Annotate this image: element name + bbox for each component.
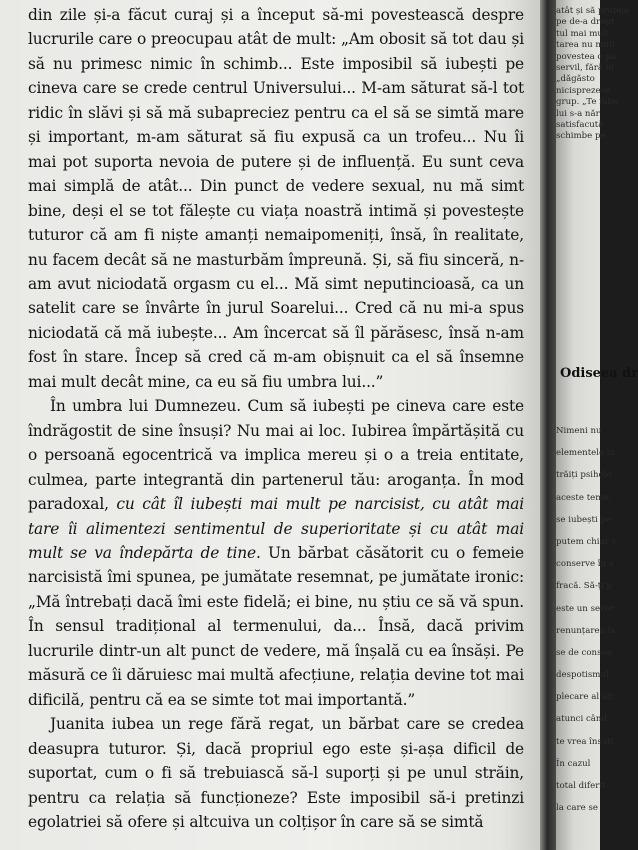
facing-page-line: renunțarea la bbox=[556, 625, 616, 636]
facing-page-line: plecare al alt bbox=[556, 692, 614, 703]
facing-page-line: satisfacută bbox=[556, 119, 604, 130]
facing-page-line: te vrea însuți bbox=[556, 736, 614, 747]
facing-page-line: se iubești pe bbox=[556, 514, 612, 525]
facing-page-line: pe de-a drept bbox=[556, 17, 615, 28]
facing-page-line: schimbe pe bbox=[556, 131, 606, 142]
facing-page-text-top bbox=[556, 6, 630, 143]
paragraph-1 bbox=[28, 3, 524, 394]
book-gutter bbox=[540, 0, 556, 850]
paragraph-text: din zile și-a făcut curaj și a început să-mi povestească despre lucrurile care o preocupau atât de mult: „Am obosit să tot dau și să nu primesc nimic în schimb... Este imposibil să iubești pe cineva care se crede centrul Universului... M-am săturat să-l tot ridic în slăvi și să mă subapreciez pentru ca el să se simtă mare și important, m-am săturat să fiu expusă ca un trofeu... Nu îi mai pot suporta nevoia de putere și de influență. Eu sunt ceva mai simplă de atât... Din punct de vedere sexual, nu mă simt bine, deși el se tot fălește cu viața noastră intimă și povestește tuturor că am fi niște amanți nemaipomeniți, însă, în realitate, nu facem decât să ne masturbăm împreună. Și, să fiu sinceră, n-am avut niciodată orgasm cu el... Mă simt neputincioasă, ca un satelit care se învârte în jurul Soarelui... Cred că nu mi-a spus niciodată că mă iubește... Am încercat să îl părăsesc, însă n-am fost în stare. Încep să cred că m-am obișnuit ca el să însemne mai mult decât mine, ca eu să fiu umbra lui...” bbox=[28, 6, 524, 391]
facing-page-line: trăiți psiholo bbox=[556, 470, 612, 481]
paragraph-text: În umbra lui Dumnezeu. Cum să iubești pe cineva care este îndrăgostit de sine însuși? Nu mai ai loc. Iubirea împărtășită cu o persoană egocentrică va implica mereu și o a treia entitate, culmea, parte integrantă din partenerul tău: aroganța. În mod paradoxal, bbox=[28, 397, 524, 514]
facing-page-line: În cazul bbox=[556, 758, 591, 769]
facing-page-heading: Odiseea dr bbox=[560, 366, 638, 381]
facing-page-line: despotismul bbox=[556, 670, 609, 681]
italic-text: cu cât îl iubești mai mult pe narcisist, cu atât mai tare îi alimentezi sentimentul de superioritate și cu atât mai mult se va îndepărta de tine. bbox=[28, 495, 524, 562]
facing-page-line: nicisprezece bbox=[556, 85, 611, 96]
facing-page-line: atât și să proteje bbox=[556, 6, 630, 16]
facing-page-line: total diferit bbox=[556, 781, 606, 791]
facing-page-line: este un sever bbox=[556, 603, 615, 614]
facing-page-line: conserve în s bbox=[556, 559, 614, 570]
facing-page-line: se de consen bbox=[556, 647, 613, 658]
facing-page-line: atunci când bbox=[556, 714, 607, 725]
body-text bbox=[28, 3, 524, 834]
facing-page-line: Nimeni nu bbox=[556, 426, 602, 436]
facing-page-line: grup. „Te iube bbox=[556, 97, 619, 108]
facing-page-line: servil, fără ni bbox=[556, 62, 614, 73]
facing-page-line: povestea o pă bbox=[556, 51, 616, 62]
paragraph-3 bbox=[28, 712, 524, 834]
facing-page-line: fracă. Să-ți p bbox=[556, 581, 613, 592]
facing-page-line: lui s-a năr bbox=[556, 108, 600, 119]
paragraph-text: Juanita iubea un rege fără regat, un bărbat care se credea deasupra tuturor. Și, dacă propriul ego este și-așa dificil de suportat, cum o fi să trebuiască să-l suporți și pe unul străin, pentru ca relația să funcționeze? Este imposibil să-i pretinzi egolatriei să ofere și altcuiva un colțișor în care să se simtă bbox=[28, 715, 524, 831]
facing-page-line: putem chiar s bbox=[556, 536, 616, 547]
facing-page-line: tarea nu mult bbox=[556, 40, 616, 51]
facing-page-line: la care se bbox=[556, 803, 598, 814]
paragraph-text: Un bărbat căsătorit cu o femeie narcisistă îmi spunea, pe jumătate resemnat, pe jumătate ironic: „Mă întrebați dacă îmi este fidelă; ei bine, nu știu ce să vă spun. În sensul tradițional al termenului, da... Însă, dacă privim lucrurile dintr-un alt punct de vedere, mă înșală cu ea însăși. Pe măsură ce îi dăruiesc mai multă afecțiune, relația devine tot mai dificilă, pentru că ea se simte tot mai importantă.” bbox=[28, 543, 525, 709]
facing-page-text-bottom bbox=[556, 420, 616, 819]
facing-page-line: „dăgăsto bbox=[556, 74, 595, 85]
facing-page-line: aceste teme: bbox=[556, 492, 612, 503]
facing-page-line: tul mai mult bbox=[556, 28, 610, 39]
facing-page-line: elementele in bbox=[556, 448, 616, 459]
paragraph-2 bbox=[28, 394, 524, 712]
facing-page-edge bbox=[556, 0, 638, 850]
